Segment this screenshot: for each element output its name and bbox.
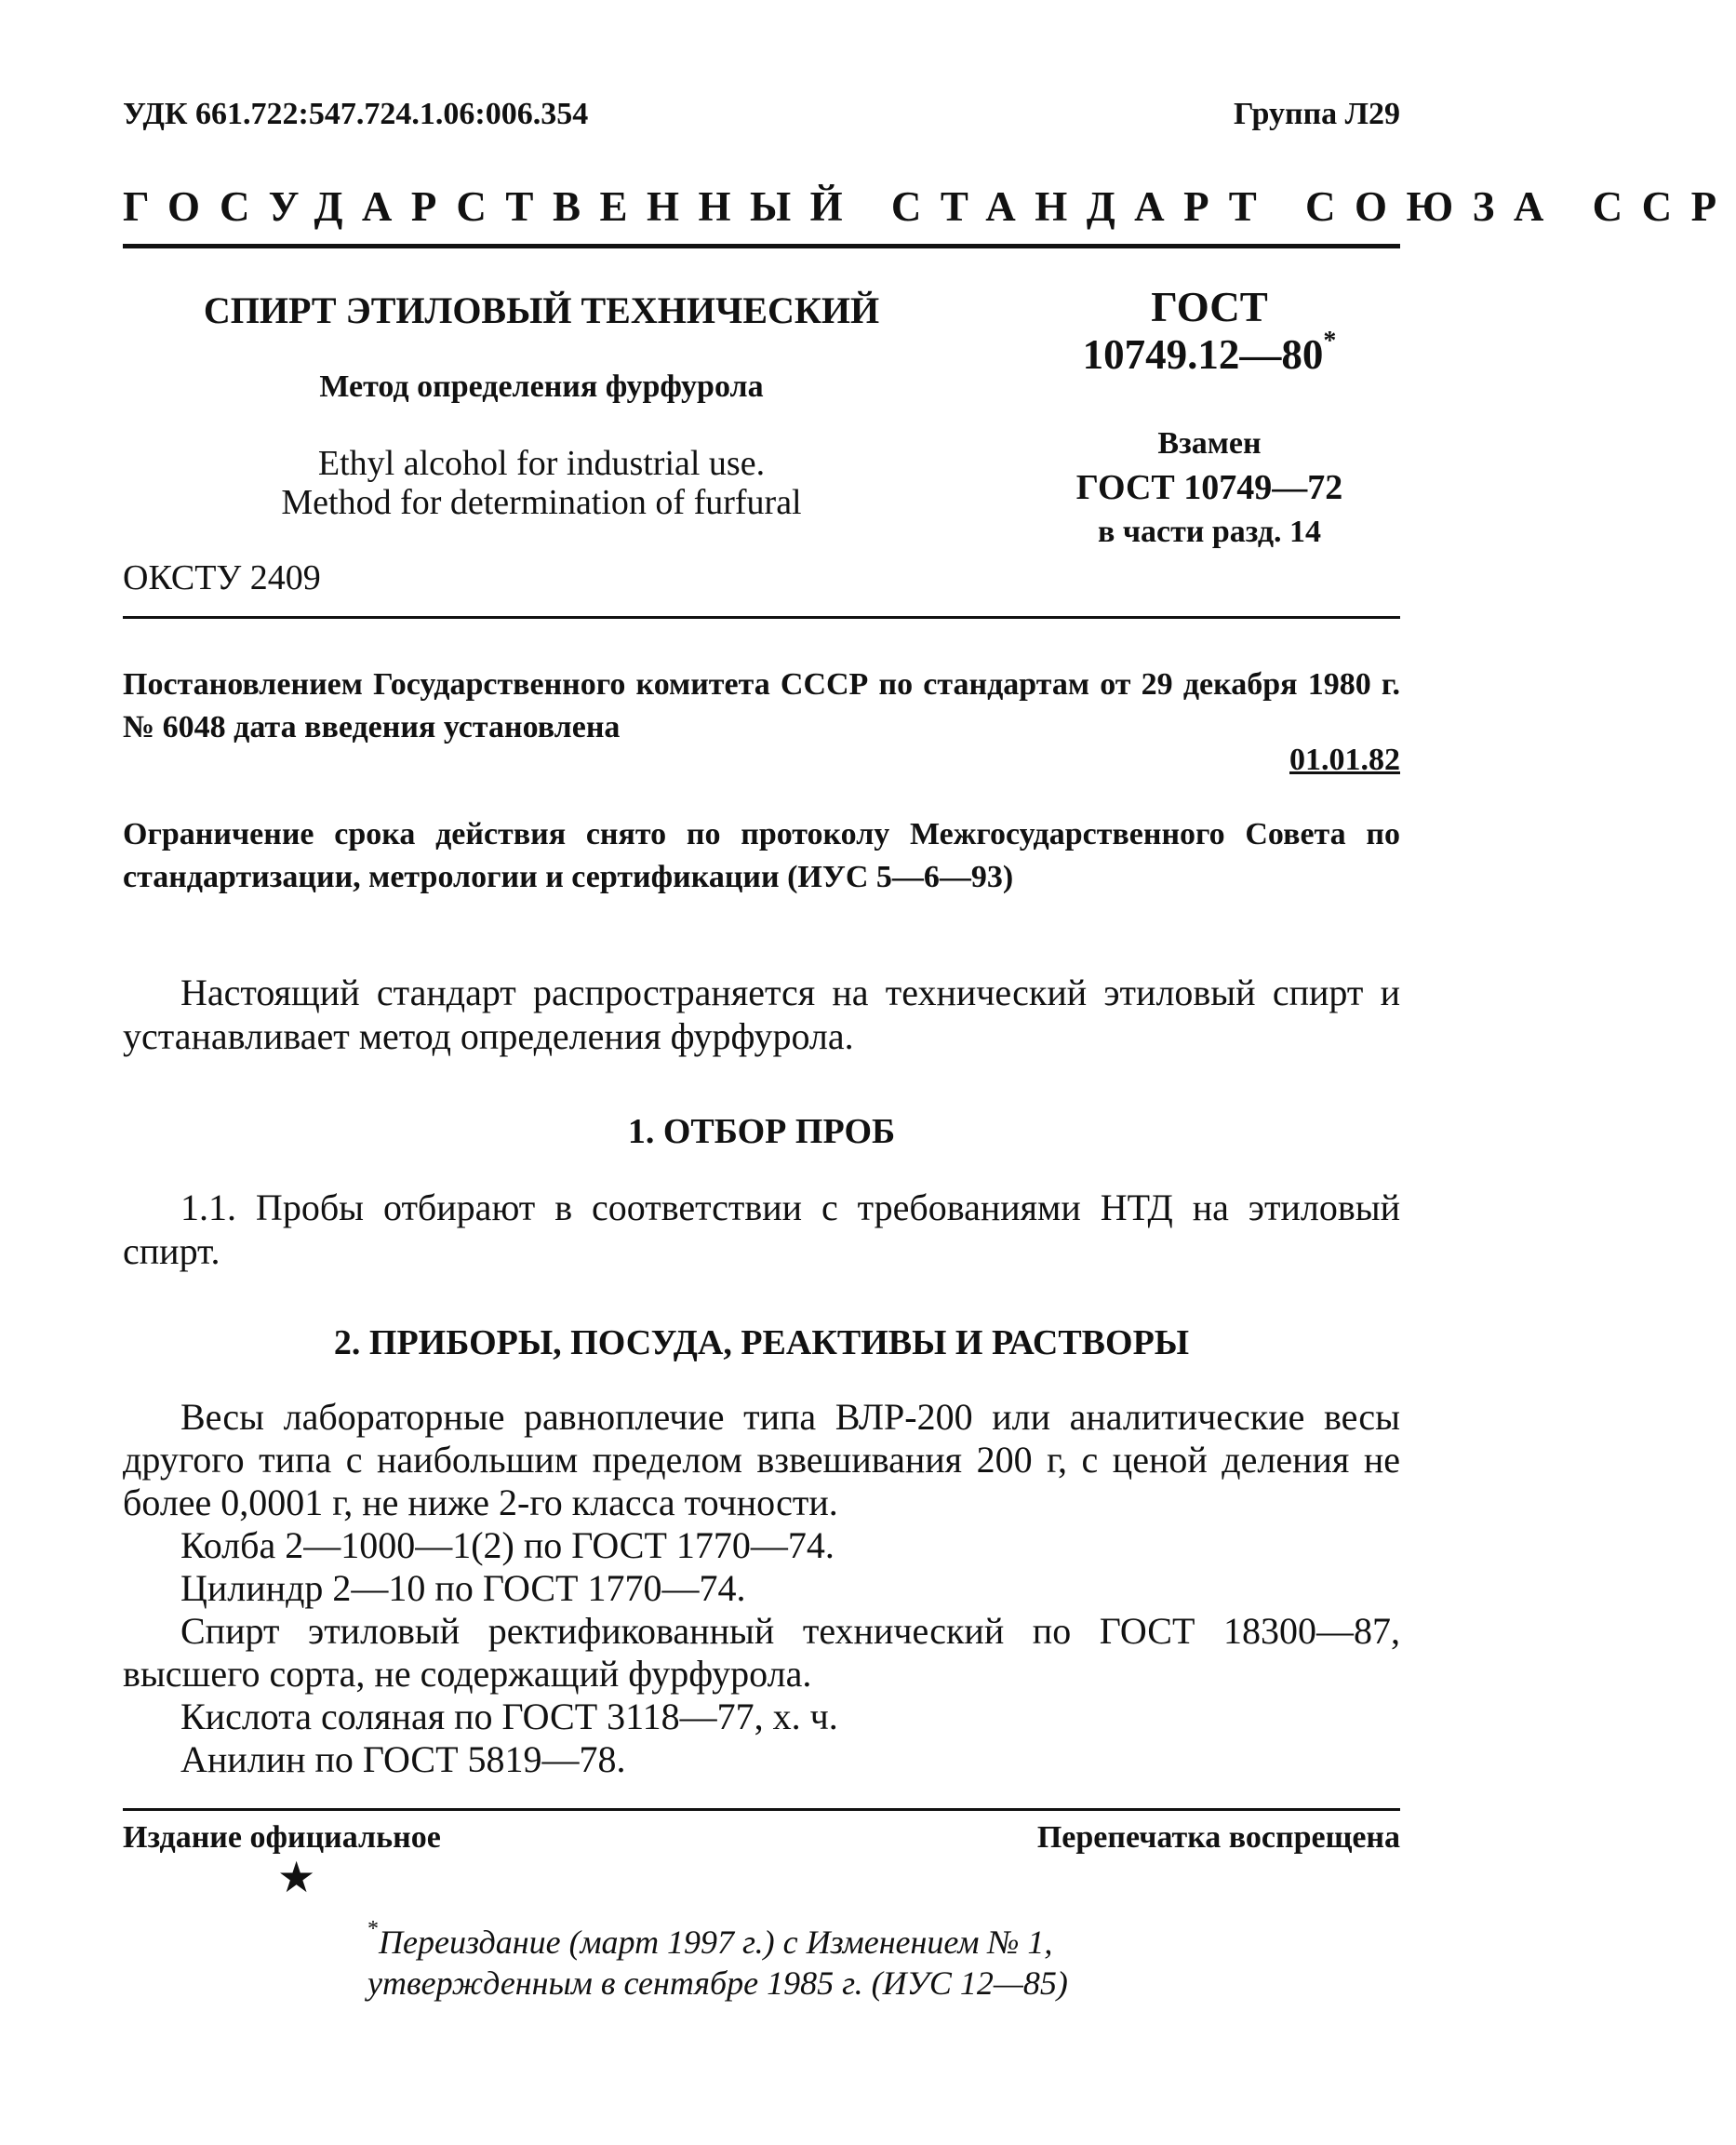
footer-divider	[123, 1808, 1400, 1811]
gost-asterisk: *	[1323, 327, 1337, 355]
replaced-gost: ГОСТ 10749—72	[1075, 468, 1343, 507]
list-item: Колба 2—1000—1(2) по ГОСТ 1770—74.	[180, 1524, 835, 1566]
intro-paragraph: Настоящий стандарт распространяется на технический этиловый спирт и устанавливает метод определения фурфурола.	[123, 972, 1400, 1057]
oksty-code: ОКСТУ 2409	[123, 558, 321, 597]
document-title: СПИРТ ЭТИЛОВЫЙ ТЕХНИЧЕСКИЙ	[203, 289, 880, 331]
gost-number	[1033, 327, 1386, 379]
reissue-note-line-2: утвержденным в сентябре 1985 г. (ИУС 12—85)	[367, 1964, 1068, 2002]
gost-label: ГОСТ	[1151, 284, 1268, 330]
group-code: Группа Л29	[1234, 97, 1400, 131]
replaces-label: Взамен	[1157, 426, 1262, 461]
list-item: Анилин по ГОСТ 5819—78.	[180, 1738, 626, 1780]
section-2-heading: 2. ПРИБОРЫ, ПОСУДА, РЕАКТИВЫ И РАСТВОРЫ	[333, 1323, 1190, 1362]
limit-removed-text: Ограничение срока действия снято по протоколу Межгосударственного Совета по стандартизации, метрологии и сертификации (ИУС 5—6—93)	[123, 817, 1400, 894]
note-asterisk: *	[367, 1917, 379, 1941]
reissue-note-text-1: Переиздание (март 1997 г.) с Изменением № 1,	[379, 1924, 1053, 1961]
header-divider	[123, 244, 1400, 248]
document-subtitle: Метод определения фурфурола	[319, 369, 764, 404]
udc-code: УДК 661.722:547.724.1.06:006.354	[123, 97, 589, 131]
list-item: Цилиндр 2—10 по ГОСТ 1770—74.	[180, 1567, 746, 1609]
paragraph-1-1: 1.1. Пробы отбирают в соответствии с требованиями НТД на этиловый спирт.	[123, 1186, 1400, 1272]
english-title-line-1: Ethyl alcohol for industrial use.	[317, 444, 766, 483]
replaced-part: в части разд. 14	[1097, 515, 1322, 549]
list-item: Весы лабораторные равноплечие типа ВЛР-200 или аналитические весы другого типа с наибольшим пределом взвешивания 200 г, с ценой деления не более 0,0001 г, не ниже 2-го класса точности.	[123, 1396, 1400, 1523]
star-icon: ★	[277, 1854, 316, 1901]
reissue-note-line-1	[367, 1917, 1053, 1962]
list-item: Спирт этиловый ректификованный технический по ГОСТ 18300—87, высшего сорта, не содержащий фурфурола.	[123, 1610, 1400, 1695]
list-item: Кислота соляная по ГОСТ 3118—77, х. ч.	[180, 1696, 838, 1737]
title-divider	[123, 616, 1400, 619]
decree-date: 01.01.82	[1289, 743, 1400, 777]
decree-text: Постановлением Государственного комитета СССР по стандартам от 29 декабря 1980 г. № 6048 дата введения установлена	[123, 667, 1400, 744]
gost-number-text: 10749.12—80	[1082, 331, 1324, 378]
state-standard-heading: ГОСУДАРСТВЕННЫЙ СТАНДАРТ СОЮЗА ССР	[123, 183, 1736, 230]
official-edition-label: Издание официальное	[123, 1820, 441, 1855]
section-1-heading: 1. ОТБОР ПРОБ	[627, 1112, 896, 1151]
english-title-line-2: Method for determination of furfural	[281, 483, 802, 522]
reprint-prohibited-label: Перепечатка воспрещена	[1036, 1820, 1400, 1855]
section-2-list	[123, 1396, 1400, 1781]
